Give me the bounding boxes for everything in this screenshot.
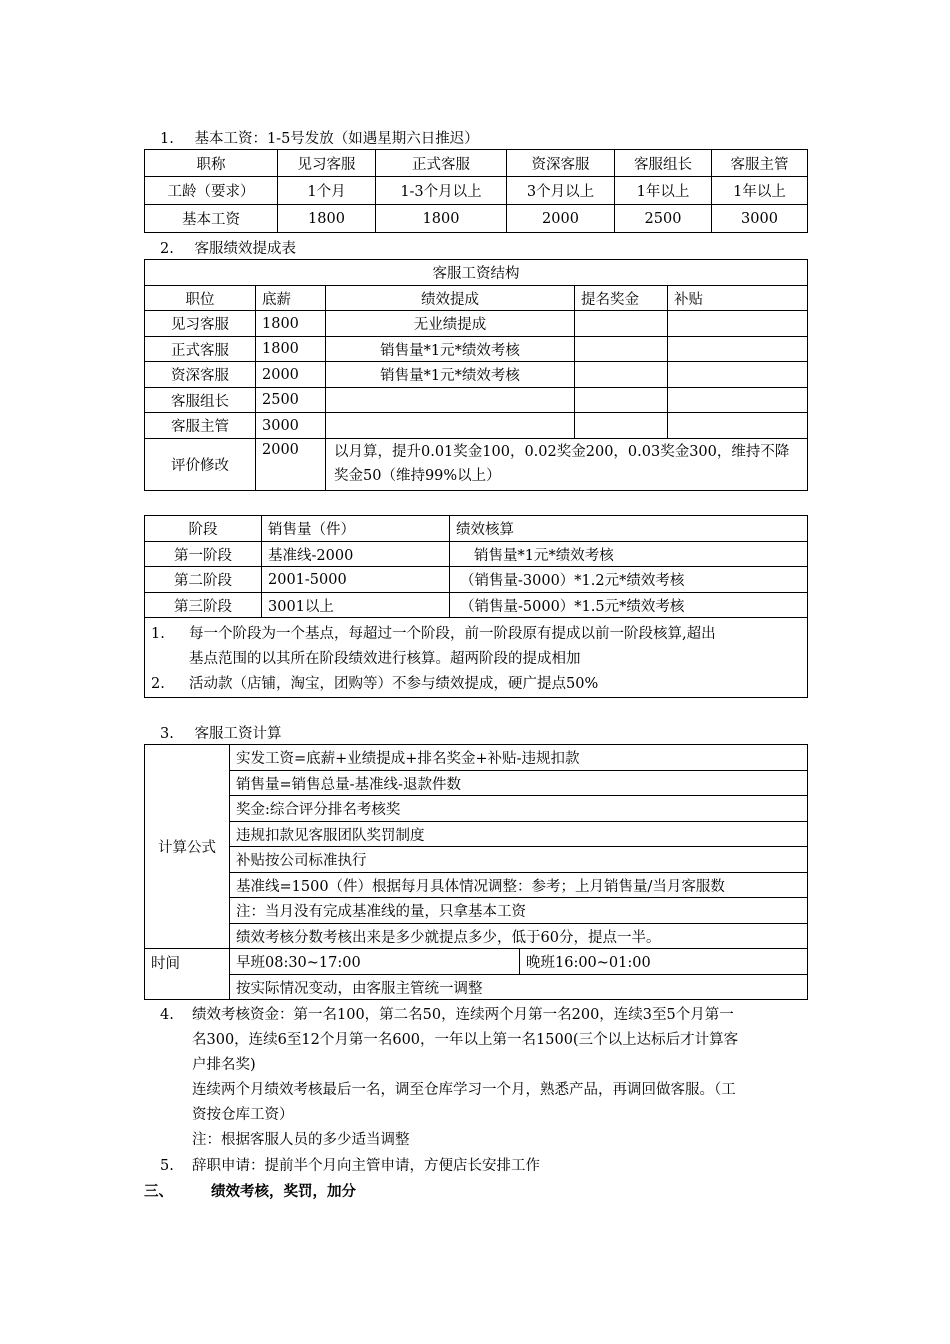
- table-title: 客服工资结构: [145, 260, 808, 286]
- eval-base: 2000: [256, 439, 326, 491]
- formula-line: 违规扣款见客服团队奖罚制度: [230, 822, 808, 847]
- table-row: [145, 847, 808, 873]
- table-cell: [668, 388, 808, 413]
- table-header-cell: 销售量（件）: [262, 516, 450, 542]
- eval-label: 评价修改: [145, 439, 256, 491]
- section-1-title: 基本工资：1-5号发放（如遇星期六日推迟）: [194, 131, 479, 147]
- table-cell: 1800: [256, 311, 326, 337]
- table-cell: 3000: [256, 413, 326, 439]
- table-cell: 资深客服: [145, 362, 256, 388]
- table-row: [145, 177, 808, 205]
- note-text: 活动款（店铺，淘宝，团购等）不参与绩效提成，硬广提点50%: [189, 676, 599, 692]
- section-5-text: 辞职申请：提前半个月向主管申请，方便店长安排工作: [192, 1158, 540, 1174]
- section-three-number: 三、: [144, 1183, 173, 1200]
- table-cell: 客服组长: [145, 388, 256, 413]
- table-cell: [668, 413, 808, 439]
- table-cell: [668, 362, 808, 388]
- section-3-title: 客服工资计算: [194, 726, 282, 742]
- table-cell: 2000: [507, 205, 615, 233]
- section-1-number: 1.: [160, 131, 174, 147]
- table-cell: 2500: [256, 388, 326, 413]
- table-row: [145, 949, 808, 975]
- table-header-cell: 职位: [145, 286, 256, 311]
- table-header-row: [145, 286, 808, 311]
- section-2-number: 2.: [160, 241, 174, 257]
- table-row: [145, 337, 808, 362]
- table-row: [145, 593, 808, 618]
- table-header-cell: 客服组长: [615, 150, 712, 177]
- table-cell: [575, 337, 668, 362]
- table-cell: 第二阶段: [145, 567, 262, 593]
- table-row: [145, 975, 808, 1000]
- formula-line: 注：当月没有完成基准线的量，只拿基本工资: [230, 898, 808, 924]
- table-cell: 1800: [256, 337, 326, 362]
- table-cell: 3001以上: [262, 593, 450, 618]
- table-cell: 1年以上: [615, 177, 712, 205]
- table-cell: [575, 362, 668, 388]
- shift-adjust-note: 按实际情况变动，由客服主管统一调整: [230, 975, 808, 1000]
- formula-line: 补贴按公司标准执行: [230, 847, 808, 873]
- table-cell: 1年以上: [712, 177, 808, 205]
- table-cell: 1-3个月以上: [376, 177, 507, 205]
- table-title-row: [145, 260, 808, 286]
- table-row: [145, 796, 808, 822]
- table-cell: （销售量-3000）*1.2元*绩效考核: [450, 567, 808, 593]
- table-header-row: [145, 516, 808, 542]
- formula-line: 绩效考核分数考核出来是多少就提点多少，低于60分，提点一半。: [230, 924, 808, 949]
- table-row: [145, 771, 808, 796]
- table-cell: 基本工资: [145, 205, 278, 233]
- note-item: [151, 622, 801, 647]
- table-cell: [575, 413, 668, 439]
- table-cell: [668, 311, 808, 337]
- section-4-line: 名300，连续6至12个月第一名600，一年以上第一名1500(三个以上达标后才计算客: [192, 1032, 739, 1048]
- table-cell: 工龄（要求）: [145, 177, 278, 205]
- table-cell: 2500: [615, 205, 712, 233]
- morning-shift: 早班08:30~17:00: [230, 949, 520, 975]
- table-header-cell: 阶段: [145, 516, 262, 542]
- table-cell: 1800: [278, 205, 376, 233]
- table-cell: 3个月以上: [507, 177, 615, 205]
- table-header-cell: 正式客服: [376, 150, 507, 177]
- table-row: [145, 822, 808, 847]
- section-3-heading: [160, 722, 281, 743]
- note-number: 2.: [151, 676, 165, 692]
- table-cell: （销售量-5000）*1.5元*绩效考核: [450, 593, 808, 618]
- table-row: [145, 873, 808, 898]
- formula-label: 计算公式: [145, 745, 230, 949]
- table-header-cell: 资深客服: [507, 150, 615, 177]
- table-row: [145, 745, 808, 771]
- table-header-cell: 见习客服: [278, 150, 376, 177]
- notes-cell: [145, 618, 808, 698]
- table-cell: 无业绩提成: [326, 311, 575, 337]
- table-header-cell: 底薪: [256, 286, 326, 311]
- section-4-line: 户排名奖): [192, 1057, 256, 1073]
- stage-table: [144, 515, 808, 698]
- section-4-body: [192, 1003, 812, 1153]
- table-header-cell: 提名奖金: [575, 286, 668, 311]
- table-row: [145, 205, 808, 233]
- table-cell: 销售量*1元*绩效考核: [326, 362, 575, 388]
- table-cell: 1800: [376, 205, 507, 233]
- formula-line: 实发工资=底薪+业绩提成+排名奖金+补贴-违规扣款: [230, 745, 808, 771]
- salary-calc-table: [144, 744, 808, 1000]
- evening-shift: 晚班16:00~01:00: [520, 949, 808, 975]
- table-row: [145, 542, 808, 567]
- table-cell: 第一阶段: [145, 542, 262, 567]
- table-header-cell: 绩效核算: [450, 516, 808, 542]
- formula-line: 销售量=销售总量-基准线-退款件数: [230, 771, 808, 796]
- salary-structure-table: [144, 259, 808, 491]
- table-cell: [668, 337, 808, 362]
- time-label: 时间: [145, 949, 230, 1000]
- note-text: 每一个阶段为一个基点，每超过一个阶段，前一阶段原有提成以前一阶段核算,超出: [189, 626, 716, 642]
- table-row: [145, 388, 808, 413]
- table-cell: [326, 388, 575, 413]
- section-4-line: 资按仓库工资）: [192, 1107, 294, 1123]
- section-4-line: 绩效考核资金：第一名100，第二名50，连续两个月第一名200，连续3至5个月第一: [192, 1007, 734, 1023]
- table-header-cell: 职称: [145, 150, 278, 177]
- table-header-cell: 客服主管: [712, 150, 808, 177]
- table-cell: 基准线-2000: [262, 542, 450, 567]
- table-cell: 2000: [256, 362, 326, 388]
- section-5-number: 5.: [160, 1158, 174, 1174]
- notes-row: [145, 618, 808, 698]
- table-cell: 1个月: [278, 177, 376, 205]
- basic-salary-table: [144, 149, 808, 233]
- section-3-number: 3.: [160, 726, 174, 742]
- table-cell: [575, 311, 668, 337]
- note-number: 1.: [151, 626, 165, 642]
- table-row: [145, 362, 808, 388]
- table-row: [145, 898, 808, 924]
- table-row: [145, 924, 808, 949]
- section-4-line: 注：根据客服人员的多少适当调整: [192, 1132, 410, 1148]
- table-cell: 2001-5000: [262, 567, 450, 593]
- eval-text: 以月算，提升0.01奖金100，0.02奖金200，0.03奖金300，维持不降奖金50（维持99%以上）: [326, 439, 808, 491]
- note-item: [151, 672, 801, 697]
- table-cell: 正式客服: [145, 337, 256, 362]
- table-row: [145, 413, 808, 439]
- table-header-cell: 补贴: [668, 286, 808, 311]
- table-cell: 第三阶段: [145, 593, 262, 618]
- section-2-title: 客服绩效提成表: [194, 241, 296, 257]
- table-row: [145, 311, 808, 337]
- section-4-number: 4.: [160, 1007, 174, 1023]
- table-header-cell: 绩效提成: [326, 286, 575, 311]
- table-cell: 见习客服: [145, 311, 256, 337]
- table-row: [145, 439, 808, 491]
- formula-line: 基准线=1500（件）根据每月具体情况调整：参考；上月销售量/当月客服数: [230, 873, 808, 898]
- section-4-line: 连续两个月绩效考核最后一名，调至仓库学习一个月，熟悉产品，再调回做客服。（工: [192, 1082, 736, 1098]
- table-cell: 销售量*1元*绩效考核: [326, 337, 575, 362]
- table-cell: 3000: [712, 205, 808, 233]
- table-cell: [575, 388, 668, 413]
- table-row: [145, 567, 808, 593]
- table-header-row: [145, 150, 808, 177]
- section-1-heading: [160, 127, 479, 148]
- section-three-title: 绩效考核，奖罚，加分: [211, 1183, 356, 1200]
- table-cell: 客服主管: [145, 413, 256, 439]
- note-item-continued: 基点范围的以其所在阶段绩效进行核算。超两阶段的提成相加: [189, 651, 581, 667]
- table-cell: [326, 413, 575, 439]
- table-cell: 销售量*1元*绩效考核: [450, 542, 808, 567]
- section-2-heading: [160, 237, 296, 258]
- formula-line: 奖金:综合评分排名考核奖: [230, 796, 808, 822]
